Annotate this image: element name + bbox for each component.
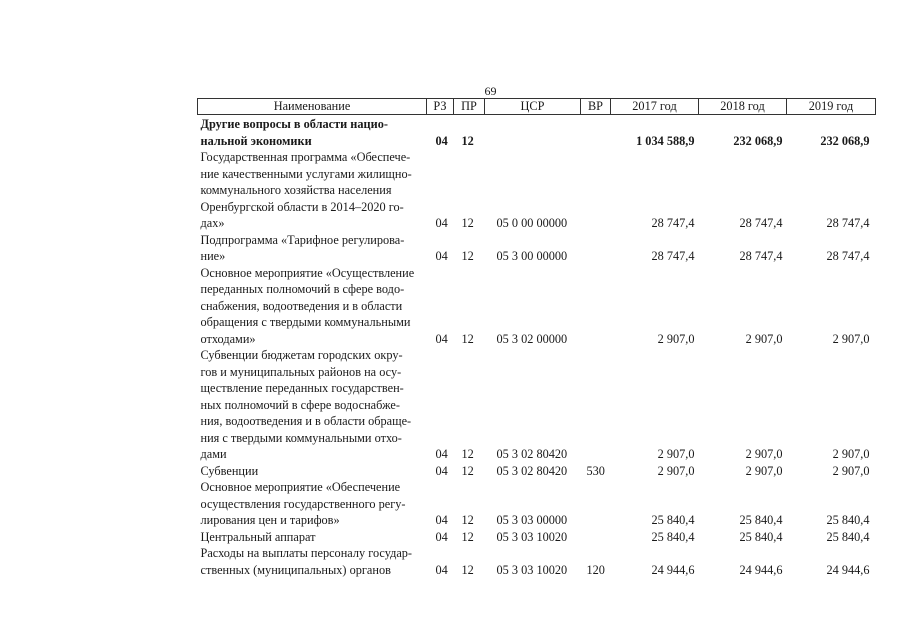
header-csr: ЦСР: [485, 99, 581, 115]
row-rz: 04: [435, 529, 448, 544]
row-vr: [581, 347, 611, 463]
row-2019: 28 747,4: [826, 216, 870, 230]
row-csr: 05 3 03 10020: [496, 562, 568, 577]
row-vr: [581, 115, 611, 150]
row-2019: 25 840,4: [826, 529, 870, 544]
table-row: [198, 545, 876, 578]
row-2017: 2 907,0: [657, 331, 695, 346]
row-name: Субвенции: [200, 463, 259, 478]
row-csr: 05 3 02 80420: [496, 463, 568, 478]
row-csr: 05 3 02 00000: [496, 331, 568, 346]
row-2018: 28 747,4: [739, 216, 783, 230]
row-name: Расходы на выплаты персоналу государ- ственных (муниципальных) органов: [200, 546, 413, 577]
table-row: [198, 232, 876, 265]
row-rz: 04: [435, 447, 448, 461]
header-vr: ВР: [581, 99, 611, 115]
row-rz: 04: [435, 331, 448, 346]
row-2019: 28 747,4: [826, 249, 870, 263]
row-2017: 28 747,4: [651, 216, 695, 230]
row-name: Центральный аппарат: [200, 529, 316, 544]
row-pr: 12: [461, 216, 474, 230]
row-2019: 25 840,4: [826, 513, 870, 527]
row-pr: 12: [461, 562, 474, 577]
row-2019: 24 944,6: [826, 562, 870, 577]
header-name: Наименование: [198, 99, 427, 115]
header-rz: РЗ: [427, 99, 454, 115]
row-pr: 12: [461, 447, 474, 461]
header-2019: 2019 год: [787, 99, 876, 115]
row-vr: [581, 529, 611, 546]
row-name: Основное мероприятие «Обеспечение осуществления государственного регу- лирования цен и тарифов»: [200, 480, 406, 527]
table-row: [198, 149, 876, 232]
row-pr: 12: [461, 513, 474, 527]
row-2018: 2 907,0: [745, 331, 783, 346]
row-csr: 05 0 00 00000: [496, 216, 568, 230]
page-number: 69: [484, 84, 497, 98]
row-2017: 2 907,0: [657, 447, 695, 461]
row-csr: 05 3 00 00000: [496, 249, 568, 263]
row-rz: 04: [435, 249, 448, 263]
row-name: Субвенции бюджетам городских окру- гов и муниципальных районов на осу- ществление переданных государствен- ных полномочий в сфере водоснабже- ния, водоотведения и в области обраще- ния с твердыми коммунальными отхо- дами: [200, 348, 412, 461]
row-pr: 12: [461, 529, 474, 544]
row-name: Основное мероприятие «Осуществление переданных полномочий в сфере водо- снабжения, водоотведения и в области обращения с твердыми коммунальными отходами»: [200, 265, 415, 346]
row-rz: 04: [435, 562, 448, 577]
row-2018: 2 907,0: [745, 447, 783, 461]
budget-table: [197, 98, 876, 578]
table-row: [198, 479, 876, 529]
row-rz: 04: [435, 216, 448, 230]
row-rz: 04: [435, 463, 448, 478]
header-2017: 2017 год: [611, 99, 699, 115]
table-row: [198, 463, 876, 480]
row-2018: 2 907,0: [745, 463, 783, 478]
row-csr: 05 3 03 00000: [496, 513, 568, 527]
row-vr: 120: [586, 562, 605, 577]
row-2017: 24 944,6: [651, 562, 695, 577]
row-2017: 25 840,4: [651, 513, 695, 527]
row-2019: 232 068,9: [820, 133, 870, 148]
row-2019: 2 907,0: [832, 331, 870, 346]
row-pr: 12: [461, 249, 474, 263]
row-csr: 05 3 02 80420: [496, 447, 568, 461]
row-pr: 12: [461, 463, 474, 478]
table-row: [198, 265, 876, 348]
table-header: [198, 99, 876, 115]
row-2017: 1 034 588,9: [636, 133, 695, 148]
row-2019: 2 907,0: [832, 463, 870, 478]
row-2018: 25 840,4: [739, 529, 783, 544]
header-2018: 2018 год: [699, 99, 787, 115]
row-2018: 24 944,6: [739, 562, 783, 577]
header-pr: ПР: [454, 99, 485, 115]
row-vr: [581, 265, 611, 348]
row-csr: 05 3 03 10020: [496, 529, 568, 544]
row-pr: 12: [461, 331, 474, 346]
row-2018: 25 840,4: [739, 513, 783, 527]
row-vr: 530: [586, 463, 605, 478]
row-rz: 04: [435, 133, 448, 148]
table-row: [198, 115, 876, 150]
row-vr: [581, 479, 611, 529]
table-row: [198, 529, 876, 546]
row-2019: 2 907,0: [832, 447, 870, 461]
row-name: Подпрограмма «Тарифное регулирова- ние»: [200, 232, 405, 263]
table-body: [198, 115, 876, 579]
row-2018: 28 747,4: [739, 249, 783, 263]
row-2017: 25 840,4: [651, 529, 695, 544]
row-2017: 2 907,0: [657, 463, 695, 478]
row-rz: 04: [435, 513, 448, 527]
row-name: Государственная программа «Обеспече- ние качественными услугами жилищно- коммунального хозяйства населения Оренбургской области в 2014–2020 го- дах»: [200, 150, 412, 230]
row-vr: [581, 149, 611, 232]
table-row: [198, 347, 876, 463]
row-name: Другие вопросы в области нацио- нальной экономики: [200, 117, 388, 148]
row-2018: 232 068,9: [733, 133, 783, 148]
row-2017: 28 747,4: [651, 249, 695, 263]
row-pr: 12: [461, 133, 474, 148]
row-vr: [581, 232, 611, 265]
row-csr: [485, 115, 581, 150]
